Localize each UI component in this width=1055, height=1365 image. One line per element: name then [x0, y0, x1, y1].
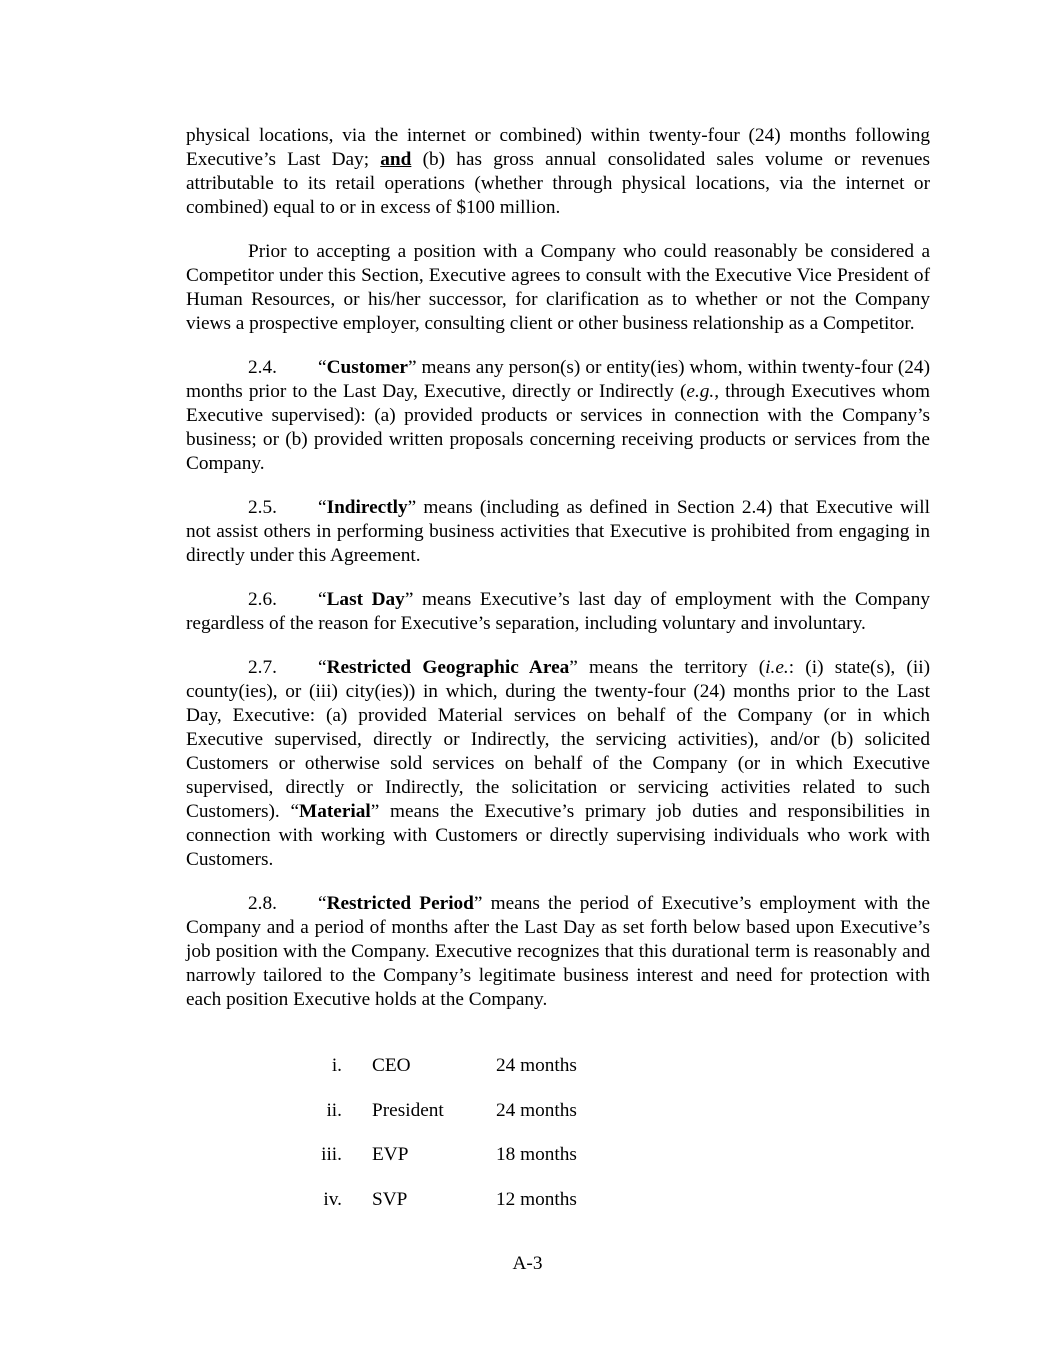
- section-number: 2.7.: [248, 657, 277, 678]
- section-number: 2.8.: [248, 893, 277, 914]
- emphasis-and: and: [380, 149, 412, 170]
- page-number: A-3: [512, 1253, 543, 1274]
- section-2-6-last-day: [186, 588, 930, 636]
- row-number: ii.: [326, 1099, 342, 1121]
- defined-term: Last Day: [326, 589, 405, 610]
- text: ” means the territory (: [569, 657, 766, 678]
- text: ” means (including as defined in Section 2.4) that Executive will not assist others in performing business activities that Executive is prohibited from engaging in directly under this Agreement.: [186, 497, 930, 566]
- section-2-7-restricted-geographic-area: [186, 656, 930, 872]
- text: ” means Executive’s last day of employment with the Company regardless of the reason for Executive’s separation, including voluntary and involuntary.: [186, 589, 930, 634]
- position-title: President: [372, 1099, 444, 1121]
- row-number: iv.: [323, 1189, 342, 1211]
- defined-term: Restricted Geographic Area: [326, 657, 570, 678]
- defined-term: Indirectly: [326, 497, 408, 518]
- restricted-period-table: [310, 1054, 616, 1233]
- quote-mark: “: [318, 657, 327, 678]
- italic-text: e.g.: [686, 381, 715, 402]
- row-number: iii.: [321, 1144, 342, 1166]
- duration: 24 months: [496, 1055, 577, 1076]
- section-2-4-customer: [186, 356, 930, 476]
- section-number: 2.5.: [248, 497, 277, 518]
- text: physical locations, via the internet or combined) within twenty-four (24) months following Executive’s Last Day;: [186, 125, 930, 170]
- row-number: i.: [331, 1055, 342, 1076]
- position-title: EVP: [372, 1144, 409, 1166]
- table-row: [310, 1143, 616, 1188]
- defined-term: Material: [299, 801, 371, 822]
- paragraph-consultation: Prior to accepting a position with a Company who could reasonably be considered a Competitor under this Section, Executive agrees to consult with the Executive Vice President of Human Resources, or his/her successor, for clarification as to whether or not the Company views a prospective employer, consulting client or other business relationship as a Competitor.: [186, 241, 930, 334]
- quote-mark: “: [318, 893, 327, 914]
- document-body: [186, 124, 930, 1032]
- defined-term: Restricted Period: [326, 893, 474, 914]
- position-title: CEO: [372, 1055, 411, 1076]
- text: ” means the period of Executive’s employment with the Company and a period of months after the Last Day as set forth below based upon Executive’s job position with the Company. Executive recognizes that this durational term is reasonably and narrowly tailored to the Company’s legitimate business interest and need for protection with each position Executive holds at the Company.: [186, 893, 930, 1010]
- position-title: SVP: [372, 1189, 408, 1211]
- defined-term: Customer: [326, 357, 408, 378]
- text: , through Executives whom Executive supervised): (a) provided products or services in connection with the Company’s business; or (b) provided written proposals concerning receiving products or services from the Company.: [186, 381, 930, 474]
- text: : (i) state(s), (ii) county(ies), or (iii) city(ies)) in which, during the twenty-four (24) months prior to the Last Day, Executive: (a) provided Material services on behalf of the Company (or in which Executive supervised, directly or Indirectly, the servicing activities), and/or (b) solicited Customers or otherwise sold services on behalf of the Company (or in which Executive supervised, directly or Indirectly, the solicitation or servicing activities related to such Customers). “: [186, 657, 930, 822]
- text: ” means any person(s) or entity(ies) whom, within twenty-four (24) months prior to the Last Day, Executive, directly or Indirectly (: [186, 357, 930, 402]
- section-number: 2.4.: [248, 357, 277, 378]
- table-row: [310, 1099, 616, 1144]
- section-2-5-indirectly: [186, 496, 930, 568]
- paragraph-competitor-continued: [186, 124, 930, 220]
- quote-mark: “: [318, 357, 327, 378]
- table-row: [310, 1188, 616, 1233]
- duration: 24 months: [496, 1099, 577, 1121]
- quote-mark: “: [318, 589, 327, 610]
- section-2-8-restricted-period: [186, 892, 930, 1012]
- text: (b) has gross annual consolidated sales volume or revenues attributable to its retail operations (whether through physical locations, via the internet or combined) equal to or in excess of $100 million.: [186, 149, 930, 218]
- table-row: [310, 1054, 616, 1099]
- quote-mark: “: [318, 497, 327, 518]
- duration: 18 months: [496, 1144, 577, 1166]
- section-number: 2.6.: [248, 589, 277, 610]
- duration: 12 months: [496, 1189, 577, 1211]
- italic-text: i.e.: [765, 657, 789, 678]
- text: ” means the Executive’s primary job duties and responsibilities in connection with working with Customers or directly supervising individuals who work with Customers.: [186, 801, 930, 870]
